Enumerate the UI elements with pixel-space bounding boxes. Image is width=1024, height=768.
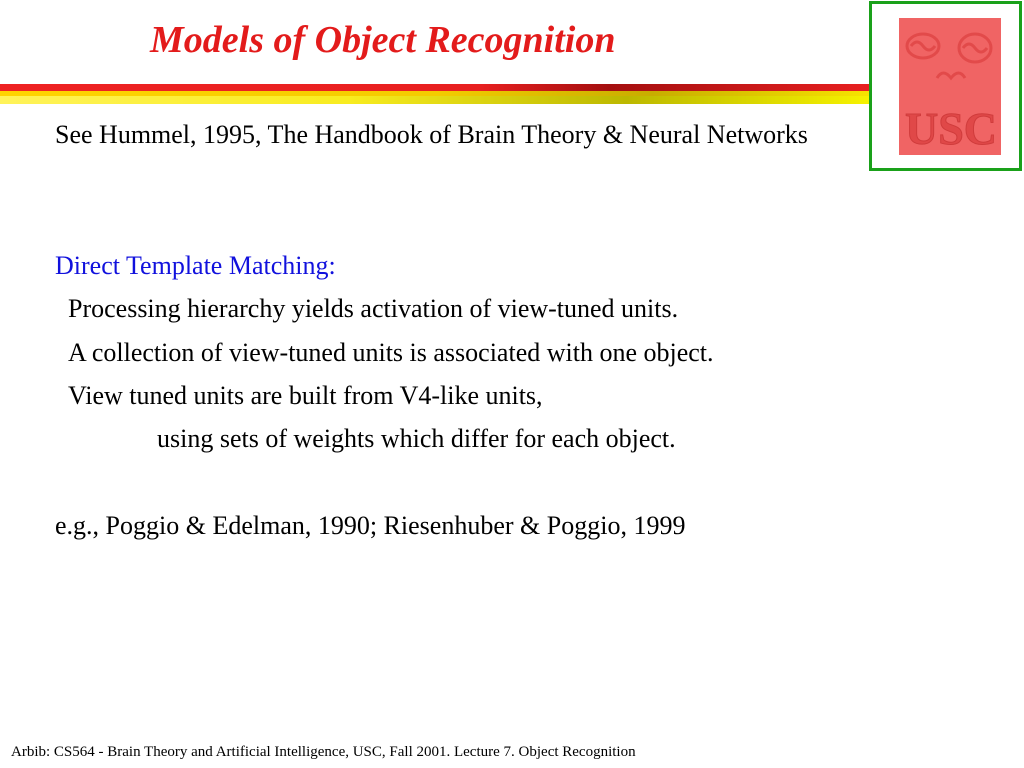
slide-title: Models of Object Recognition	[150, 19, 616, 61]
svg-text:USC: USC	[905, 103, 998, 154]
bullet-line-3: View tuned units are built from V4-like units,	[68, 381, 543, 410]
usc-logo-frame	[869, 1, 1022, 171]
usc-logo-icon	[899, 18, 1001, 155]
examples-citation: e.g., Poggio & Edelman, 1990; Riesenhuber & Poggio, 1999	[55, 511, 686, 540]
slide-footer: Arbib: CS564 - Brain Theory and Artificial Intelligence, USC, Fall 2001. Lecture 7. Object Recognition	[11, 744, 636, 760]
header-divider	[0, 84, 870, 106]
bullet-line-1: Processing hierarchy yields activation of view-tuned units.	[68, 294, 679, 323]
reference-text: See Hummel, 1995, The Handbook of Brain Theory & Neural Networks	[55, 120, 808, 149]
bullet-line-2: A collection of view-tuned units is associated with one object.	[68, 338, 714, 367]
bullet-line-4: using sets of weights which differ for each object.	[157, 424, 676, 453]
usc-logo	[899, 18, 1001, 155]
section-heading: Direct Template Matching:	[55, 251, 336, 280]
